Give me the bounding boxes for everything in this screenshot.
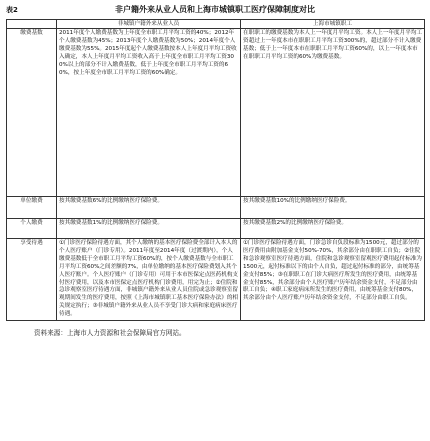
table-label: 表2 (6, 6, 18, 14)
cell-migrant-benefits: ①门诊医疗保险待遇方面，其个人缴纳的基本医疗保险费全部计入本人的个人医疗账户（门诊专用）。2011年度至2014年度（过渡期内），个人缴费基数低于全市职工月平均工资60%的，按个人缴费基数与全市职工月平均工资60%之间差额的7%，由单位缴纳的基本医疗保险费划入其个人医疗账户。个人医疗账户（门诊专用）可用于本市医保定点医药机构支付医疗费用，以及本市医保定点医疗机构门诊费用，用完为止；②住院和急诊观察室医疗待遇方面，非城镇户籍外来从业人员住院或急诊观察室留观期间发生的医疗费用，按照《上海市城镇职工基本医疗保险办法》的相关规定执行；③非城镇户籍外来从业人员不享受门诊大病和家庭病床医疗待遇。 (57, 239, 241, 321)
cell-migrant-personal-contribution: 按其缴费基数1%的比例缴纳医疗保险费。 (57, 219, 241, 239)
table-row (7, 239, 425, 321)
table-row (7, 219, 425, 239)
row-label-employer-contribution: 单位缴费 (7, 197, 57, 219)
row-label-contribution-base: 缴费基数 (7, 29, 57, 197)
header-empty (7, 20, 57, 29)
comparison-table (6, 19, 425, 321)
table-title: 非户籍外来从业人员和上海市城镇职工医疗保障制度对比 (115, 5, 315, 14)
cell-urban-benefits: ①门诊医疗保险待遇方面，门诊急诊自负段标准为1500元，超过部分的医疗费用由附加基金支付50%-70%，其余部分由在职职工自负；②住院和急诊观察室医疗待遇方面，住院和急诊观察室留观医疗费用起付标准为1500元，起付标准以下的由个人自负，超过起付标准的部分，由统筹基金支付85%；③在职职工在门诊大病医疗所发生的医疗费用，由统筹基金支付85%，其余部分由个人医疗账户历年结余资金支付，不足部分由职工自负；④职工家庭病床所发生的医疗费用，由统筹基金支付80%，其余部分由个人医疗账户历年结余资金支付，不足部分由职工自负。 (241, 239, 425, 321)
cell-urban-employer-contribution: 按其缴费基数10%的比例缴纳医疗保险费。 (241, 197, 425, 219)
table-header-row (7, 20, 425, 29)
title-row (6, 4, 424, 18)
cell-migrant-contribution-base: 2011年度个人缴费基数为上年度全市职工月平均工资的40%；2012年个人缴费基数为45%；2013年度个人缴费基数为50%；2014年度个人缴费基数为55%。2015年度起个人缴费基数按本人上年度月平均工资收入确定，本人上年度月平均工资收入高于上年度全市职工月平均工资300%以上的部分不计入缴费基数，低于上年度全市职工月平均工资的60%，按上年度全市职工月平均工资的60%确定。 (57, 29, 241, 197)
header-urban-employees: 上海市城镇职工 (241, 20, 425, 29)
row-label-benefits: 享受待遇 (7, 239, 57, 321)
header-migrant-workers: 非城镇户籍外来从业人员 (57, 20, 241, 29)
cell-urban-personal-contribution: 按其缴费基数2%的比例缴纳医疗保险费。 (241, 219, 425, 239)
cell-migrant-employer-contribution: 按其缴费基数6%的比例缴纳医疗保险费。 (57, 197, 241, 219)
table-row (7, 197, 425, 219)
source-note: 资料来源：上海市人力资源和社会保障局官方网站。 (34, 329, 186, 338)
cell-urban-contribution-base: 在职职工的缴费基数为本人上一年度月平均工资。本人上一年度月平均工资超过上一年度本市在职职工月平均工资300%的，超过部分不计入缴费基数；低于上一年度本市在职职工月平均工资60%的，以上一年度本市在职职工月平均工资的60%为缴费基数。 (241, 29, 425, 197)
row-label-personal-contribution: 个人缴费 (7, 219, 57, 239)
table-row (7, 29, 425, 197)
